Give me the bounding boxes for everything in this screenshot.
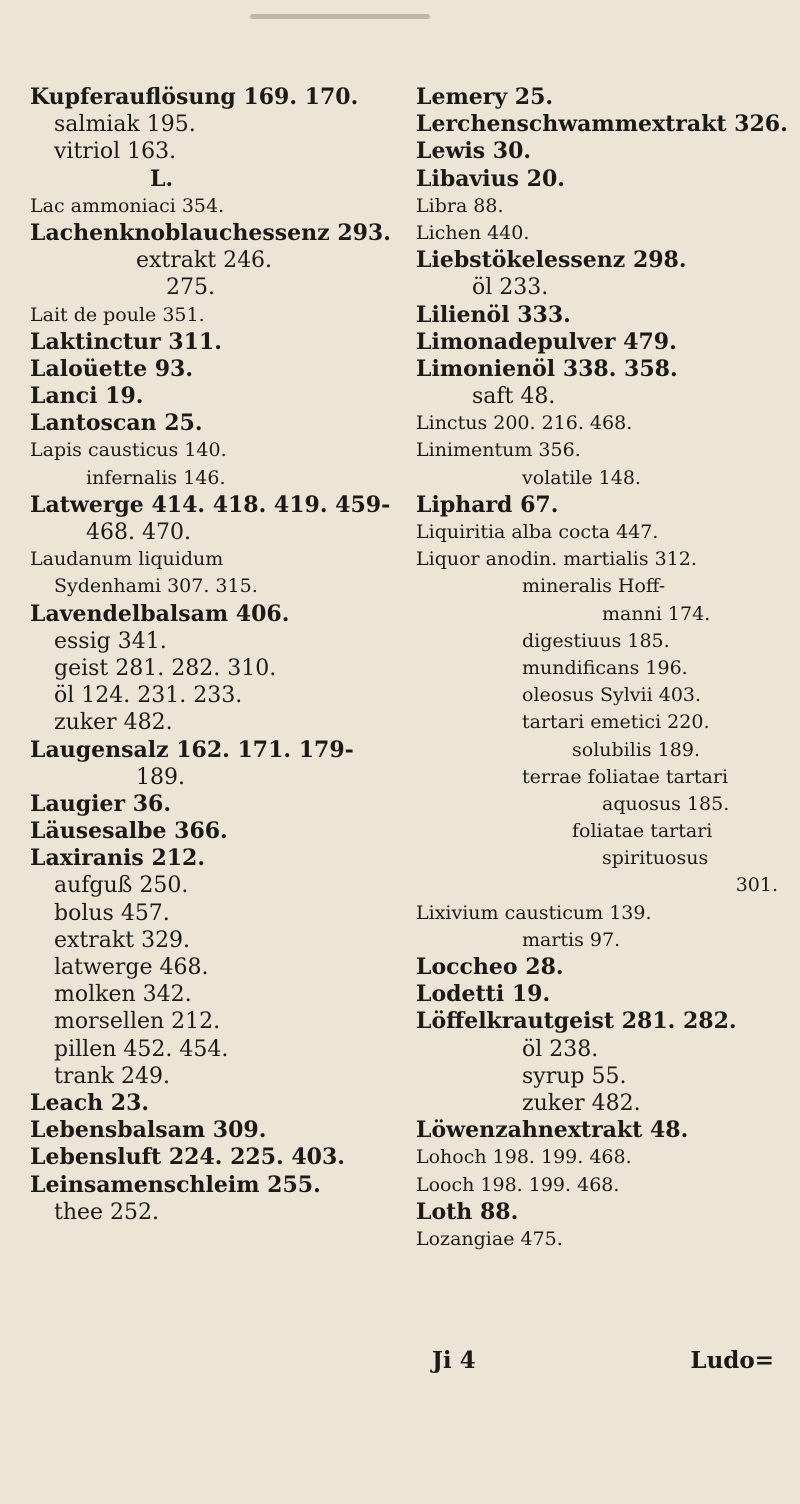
index-entry: öl 233. [472,275,549,301]
index-entry: Liquor anodin. martialis 312. [416,548,697,571]
index-entry: Lixivium causticum 139. [416,901,652,924]
index-entry: Latwerge 414. 418. 419. 459- [30,491,391,518]
index-entry: Kupferauflösung 169. 170. [30,84,359,110]
index-entry: geist 281. 282. 310. [54,655,277,681]
index-entry: Lichen 440. [416,221,530,244]
index-entry: Lac ammoniaci 354. [30,194,225,217]
index-entry: infernalis 146. [86,466,226,489]
index-entry: öl 238. [522,1036,599,1062]
index-entry: mundificans 196. [522,656,688,679]
index-entry: saft 48. [472,384,556,410]
index-entry: morsellen 212. [54,1009,221,1035]
index-entry: mineralis Hoff- [522,575,666,598]
index-entry: trank 249. [54,1063,170,1089]
index-entry: Lozangiae 475. [416,1227,563,1250]
index-entry: salmiak 195. [54,112,196,138]
index-entry: pillen 452. 454. [54,1036,229,1062]
index-entry: latwerge 468. [54,955,209,980]
index-entry: Lebensluft 224. 225. 403. [30,1144,345,1171]
index-entry: zuker 482. [522,1090,641,1116]
index-entry: syrup 55. [522,1063,627,1089]
index-entry: aufguß 250. [54,873,189,899]
index-entry: Libavius 20. [416,165,565,192]
index-entry: Laudanum liquidum [30,548,224,571]
index-entry: Linctus 200. 216. 468. [416,412,633,435]
page-edge-shadow [250,14,430,19]
index-entry: Lerchenschwammextrakt 326. [416,111,788,138]
page-footer [416,1346,786,1376]
index-entry: martis 97. [522,928,621,951]
index-entry: Libra 88. [416,194,504,217]
index-entry: zuker 482. [54,710,173,736]
index-entry: molken 342. [54,982,192,1008]
index-entry: thee 252. [54,1199,160,1225]
index-entry: Lohoch 198. 199. 468. [416,1146,632,1169]
index-entry: extrakt 329. [54,927,191,953]
index-entry: Loccheo 28. [416,954,564,980]
index-entry: 189. [136,764,185,790]
index-entry: Liquiritia alba cocta 447. [416,521,659,543]
index-entry: tartari emetici 220. [522,711,710,734]
index-entry: volatile 148. [522,466,641,489]
index-entry: Limonadepulver 479. [416,328,677,355]
index-entry: Lemery 25. [416,84,554,110]
index-entry: vitriol 163. [54,139,177,165]
index-entry: manni 174. [602,602,711,625]
index-entry: Leinsamenschleim 255. [30,1171,321,1198]
index-entry: Lantoscan 25. [30,410,203,437]
index-entry: Lilienöl 333. [416,301,571,328]
index-entry: Laloüette 93. [30,355,194,382]
index-entry: extrakt 246. [136,248,273,274]
index-entry: 301. [735,874,778,897]
index-entry: Laugensalz 162. 171. 179- [30,736,354,763]
index-entry: Liphard 67. [416,491,559,518]
index-entry: Läusesalbe 366. [30,818,228,845]
index-entry: Linimentum 356. [416,439,581,462]
index-column-right [416,84,786,1253]
index-entry: 468. 470. [86,520,191,545]
index-entry: Lebensbalsam 309. [30,1117,267,1144]
index-entry: Laxiranis 212. [30,845,206,872]
index-entry: essig 341. [54,628,167,654]
index-entry: Lewis 30. [416,138,532,165]
index-entry: Laugier 36. [30,790,171,817]
index-entry: terrae foliatae tartari [522,765,729,788]
index-entry: foliatae tartari [572,820,713,843]
index-entry: 275. [166,275,215,301]
index-entry: Löffelkrautgeist 281. 282. [416,1008,737,1035]
index-entry: bolus 457. [54,900,170,926]
index-entry: öl 124. 231. 233. [54,683,243,709]
catchword: Ludo= [690,1347,774,1374]
index-entry: Lapis causticus 140. [30,439,227,462]
index-entry: Leach 23. [30,1089,150,1116]
signature-mark: Ji 4 [432,1347,476,1374]
index-entry: Lavendelbalsam 406. [30,600,290,627]
index-entry: Loth 88. [416,1198,519,1225]
index-entry: L. [150,165,174,192]
index-entry: oleosus Sylvii 403. [522,684,702,707]
index-entry: Sydenhami 307. 315. [54,575,258,598]
index-entry: Limonienöl 338. 358. [416,355,678,382]
index-entry: solubilis 189. [572,738,700,761]
index-entry: aquosus 185. [602,792,730,815]
index-entry: Lachenknoblauchessenz 293. [30,219,391,246]
index-entry: Lodetti 19. [416,981,551,1008]
index-entry: Lait de poule 351. [30,303,205,326]
index-entry: digestiuus 185. [522,629,670,652]
index-entry: spirituosus [602,847,709,870]
index-entry: Liebstökelessenz 298. [416,247,687,274]
index-entry: Lanci 19. [30,383,144,410]
index-entry: Löwenzahnextrakt 48. [416,1117,689,1144]
index-entry: Looch 198. 199. 468. [416,1173,620,1196]
index-entry: Laktinctur 311. [30,328,222,355]
index-column-left [30,84,410,1226]
